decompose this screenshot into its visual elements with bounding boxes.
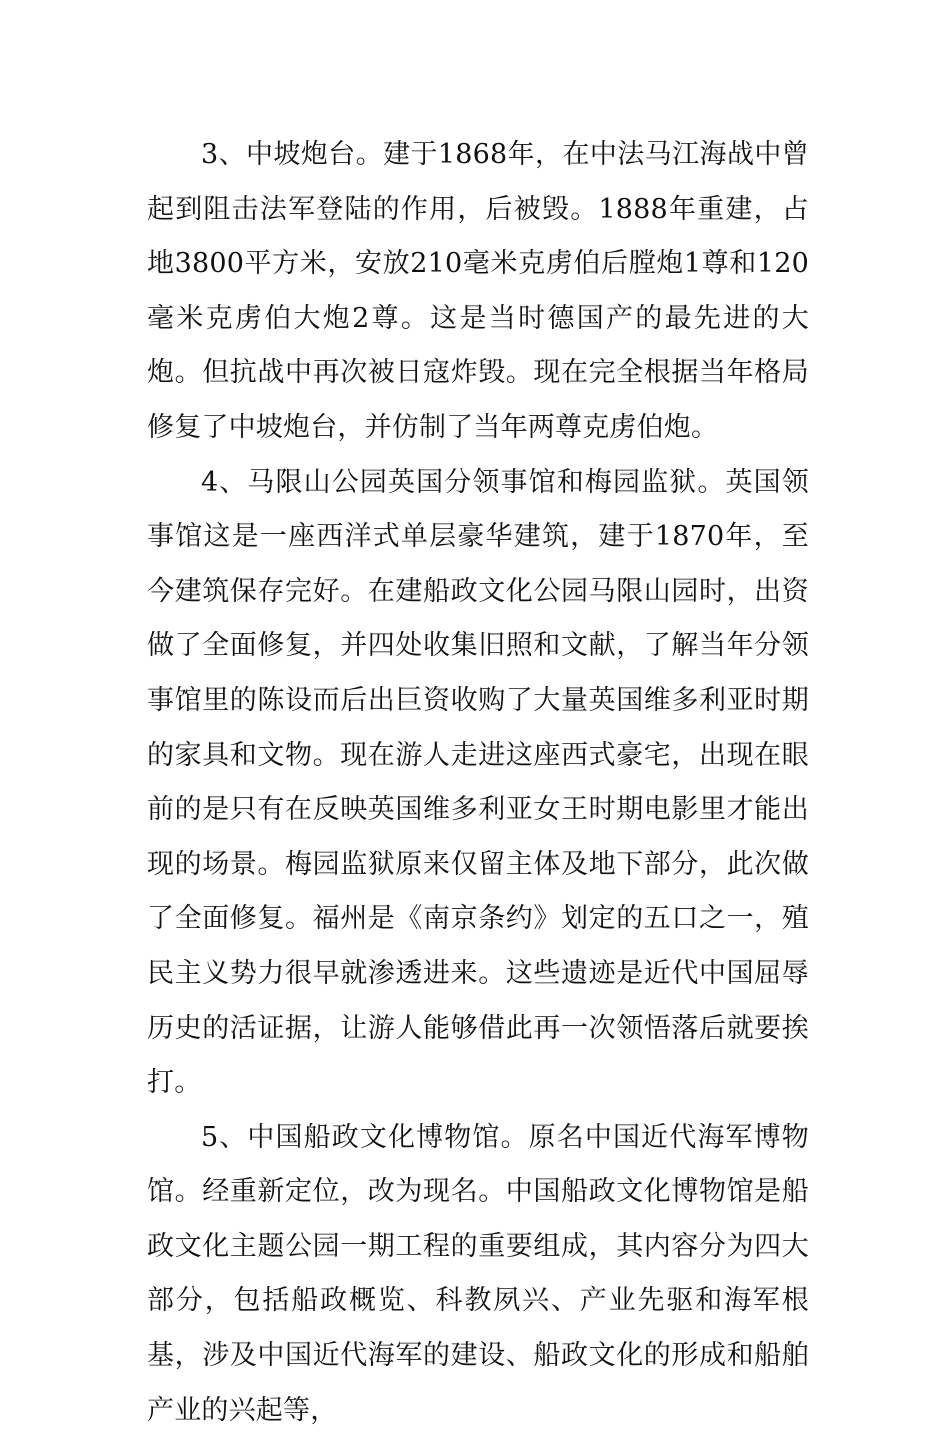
paragraph-zhongpo-battery: 3、中坡炮台。建于1868年，在中法马江海战中曾起到阻击法军登陆的作用，后被毁。1888年重建，占地3800平方米，安放210毫米克虏伯后膛炮1尊和120毫米克虏伯大炮2尊。这是当时德国产的最先进的大炮。但抗战中再次被日寇炸毁。现在完全根据当年格局修复了中坡炮台，并仿制了当年两尊克虏伯炮。 xyxy=(147,139,809,443)
document-body xyxy=(147,128,809,1438)
paragraph-british-consulate-meiyuan-prison: 4、马限山公园英国分领事馆和梅园监狱。英国领事馆这是一座西洋式单层豪华建筑，建于1870年，至今建筑保存完好。在建船政文化公园马限山园时，出资做了全面修复，并四处收集旧照和文献，了解当年分领事馆里的陈设而后出巨资收购了大量英国维多利亚时期的家具和文物。现在游人走进这座西式豪宅，出现在眼前的是只有在反映英国维多利亚女王时期电影里才能出现的场景。梅园监狱原来仅留主体及地下部分，此次做了全面修复。福州是《南京条约》划定的五口之一，殖民主义势力很早就渗透进来。这些遗迹是近代中国屈辱历史的活证据，让游人能够借此再一次领悟落后就要挨打。 xyxy=(147,466,809,1099)
paragraph-shipping-culture-museum: 5、中国船政文化博物馆。原名中国近代海军博物馆。经重新定位，改为现名。中国船政文化博物馆是船政文化主题公园一期工程的重要组成，其内容分为四大部分，包括船政概览、科教夙兴、产业先驱和海军根基，涉及中国近代海军的建设、船政文化的形成和船舶产业的兴起等， xyxy=(147,1121,809,1426)
